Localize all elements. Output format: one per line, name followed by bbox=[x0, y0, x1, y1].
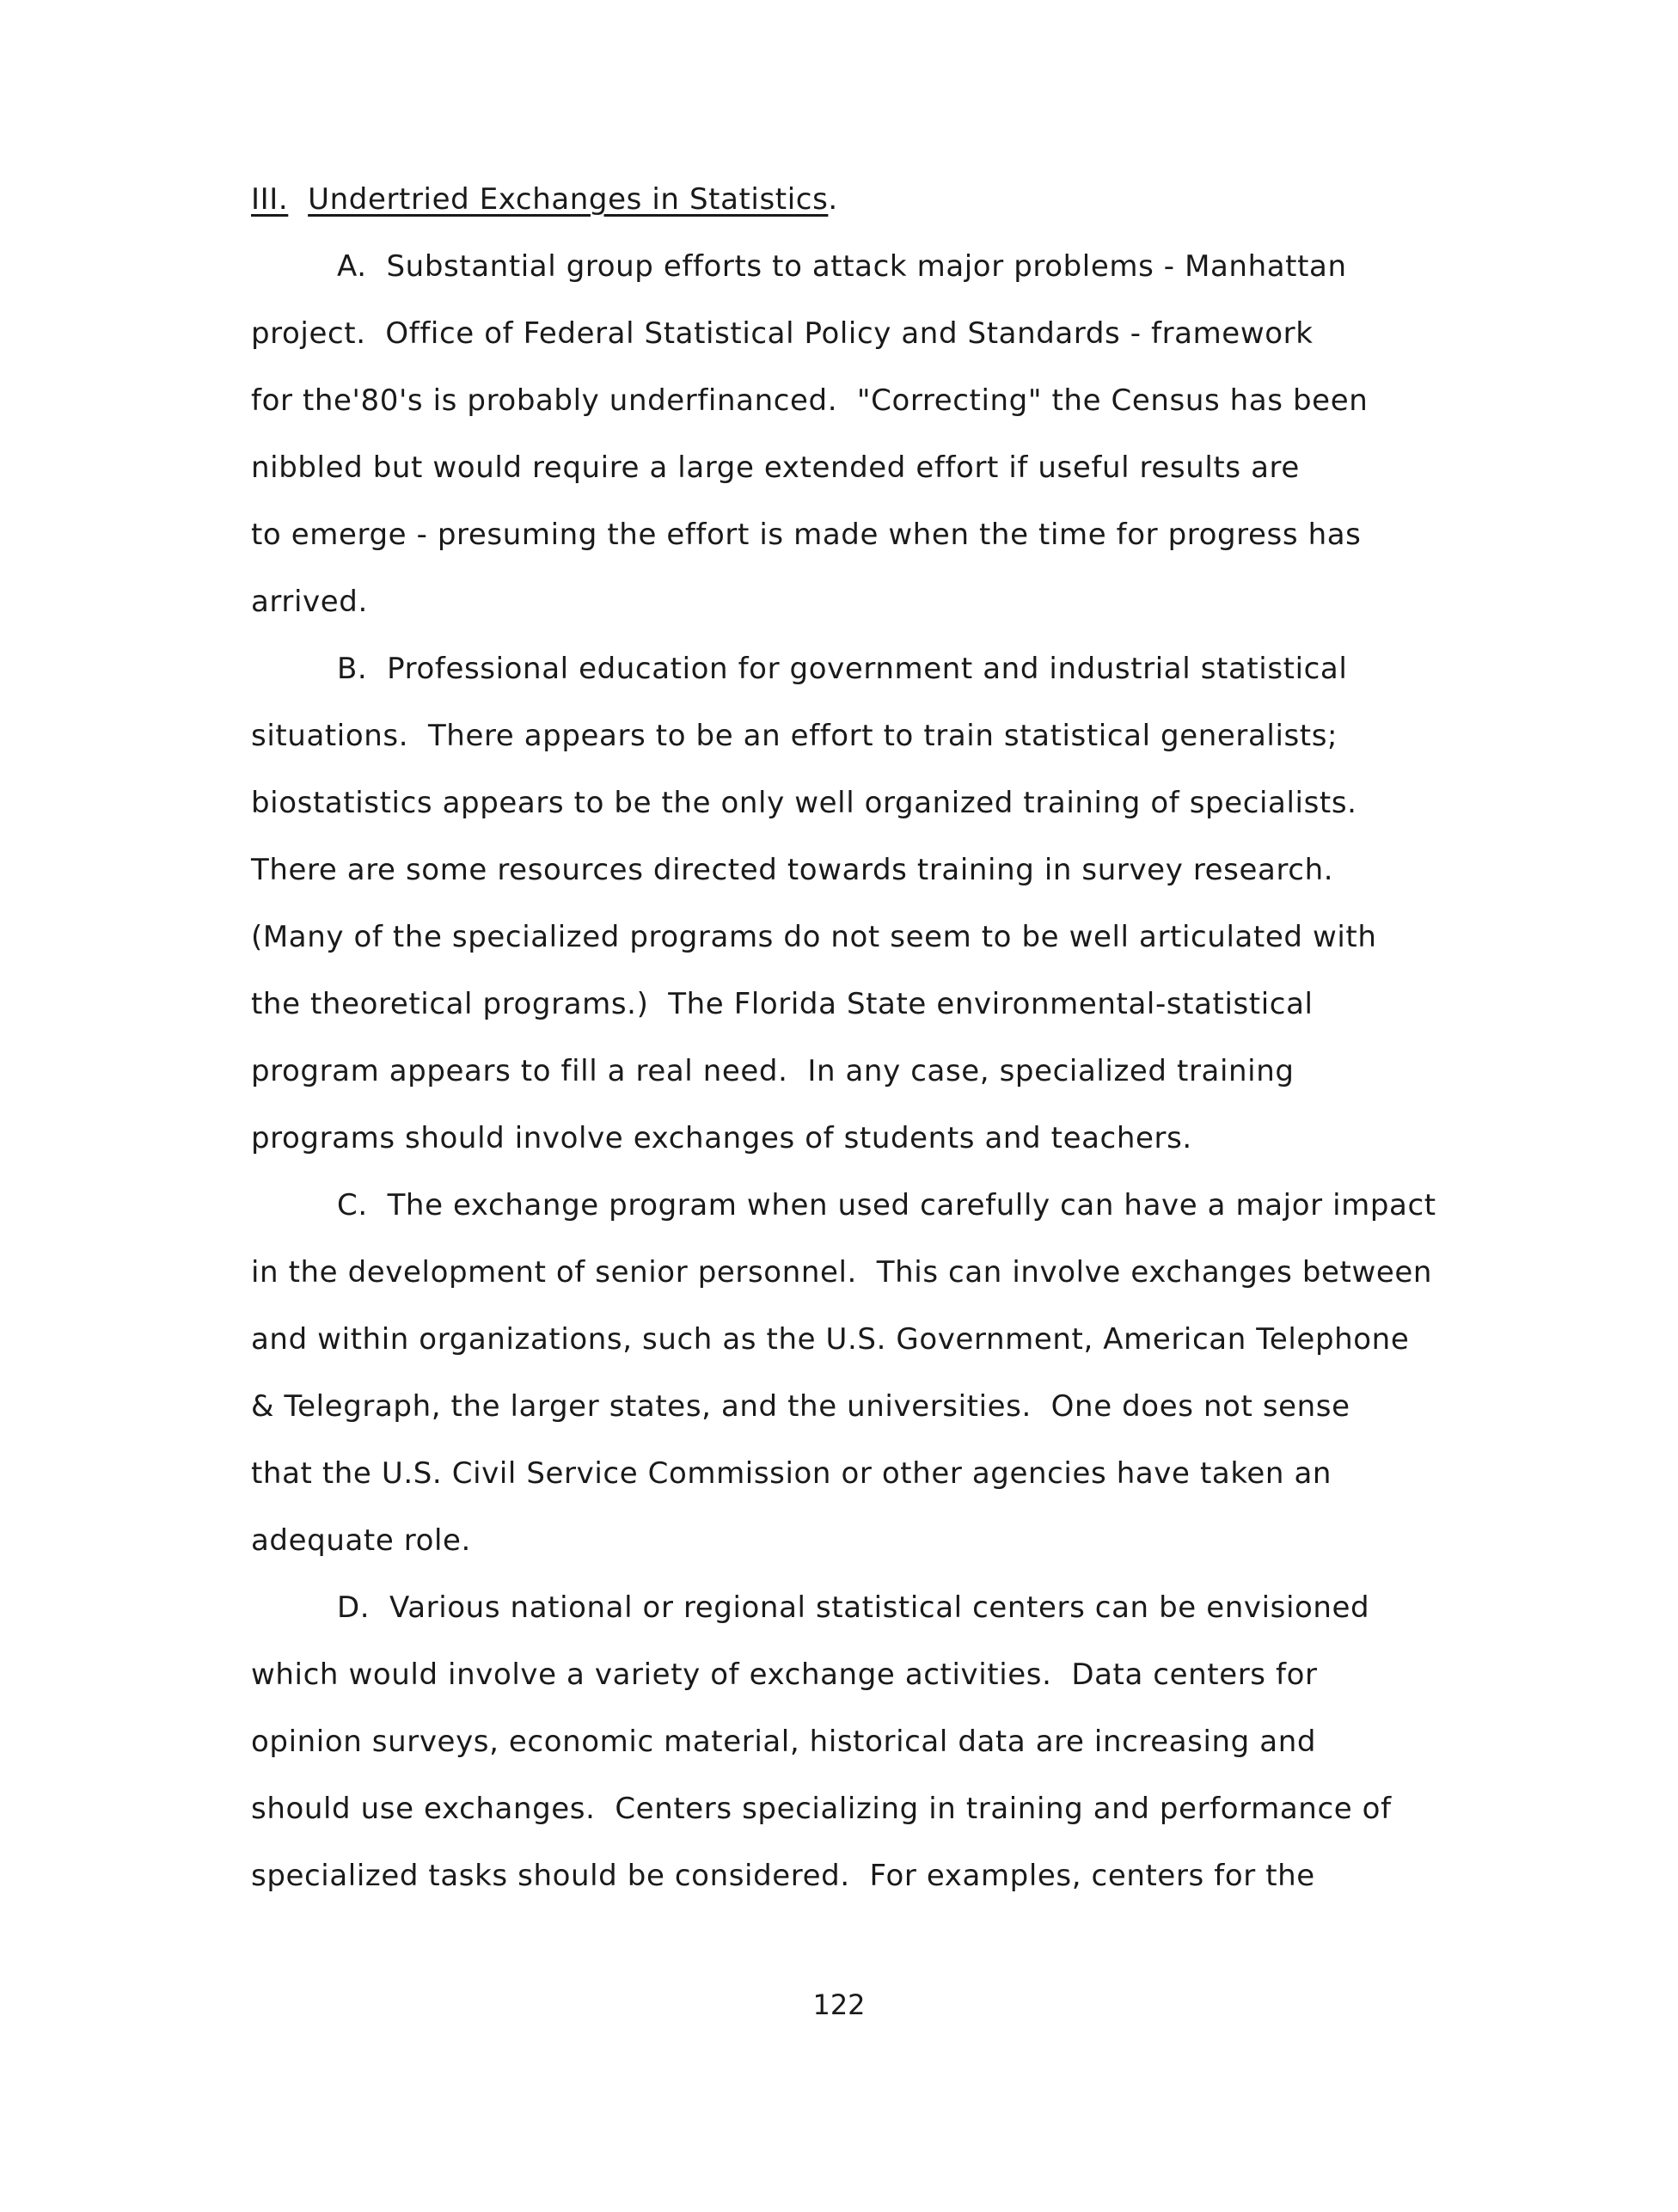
paragraph-line: (Many of the specialized programs do not seem to be well articulated with bbox=[251, 920, 1377, 954]
paragraph-line: nibbled but would require a large extended effort if useful results are bbox=[251, 450, 1300, 485]
paragraph-line: opinion surveys, economic material, historical data are increasing and bbox=[251, 1725, 1317, 1759]
paragraph-line: D. Various national or regional statistical centers can be envisioned bbox=[337, 1590, 1370, 1625]
section-number: III. bbox=[251, 182, 289, 217]
paragraph-line: project. Office of Federal Statistical Policy and Standards - framework bbox=[251, 316, 1314, 351]
paragraph-line: C. The exchange program when used carefully can have a major impact bbox=[337, 1188, 1436, 1222]
paragraph-line: & Telegraph, the larger states, and the universities. One does not sense bbox=[251, 1389, 1350, 1424]
paragraph-line: should use exchanges. Centers specializing in training and performance of bbox=[251, 1792, 1392, 1826]
paragraph-line: There are some resources directed towards training in survey research. bbox=[251, 853, 1334, 887]
paragraph-line: that the U.S. Civil Service Commission or other agencies have taken an bbox=[251, 1456, 1332, 1491]
paragraph-line: adequate role. bbox=[251, 1523, 471, 1558]
section-heading bbox=[251, 182, 838, 217]
paragraph-line: the theoretical programs.) The Florida State environmental-statistical bbox=[251, 987, 1314, 1021]
paragraph-line: A. Substantial group efforts to attack major problems - Manhattan bbox=[337, 249, 1347, 284]
paragraph-line: arrived. bbox=[251, 585, 368, 619]
paragraph-line: in the development of senior personnel. This can involve exchanges between bbox=[251, 1255, 1433, 1290]
paragraph-line: to emerge - presuming the effort is made when the time for progress has bbox=[251, 518, 1362, 552]
section-title: Undertried Exchanges in Statistics bbox=[308, 182, 829, 217]
paragraph-line: programs should involve exchanges of students and teachers. bbox=[251, 1121, 1192, 1155]
paragraph-line: which would involve a variety of exchange activities. Data centers for bbox=[251, 1657, 1318, 1692]
paragraph-line: specialized tasks should be considered. For examples, centers for the bbox=[251, 1859, 1315, 1893]
paragraph-line: program appears to fill a real need. In any case, specialized training bbox=[251, 1054, 1295, 1088]
paragraph-line: B. Professional education for government and industrial statistical bbox=[337, 652, 1348, 686]
paragraph-line: situations. There appears to be an effort to train statistical generalists; bbox=[251, 719, 1338, 753]
paragraph-line: and within organizations, such as the U.S. Government, American Telephone bbox=[251, 1322, 1410, 1357]
page-number: 122 bbox=[812, 1988, 866, 2021]
paragraph-line: for the'80's is probably underfinanced. "Correcting" the Census has been bbox=[251, 383, 1369, 418]
paragraph-line: biostatistics appears to be the only well organized training of specialists. bbox=[251, 786, 1357, 820]
section-title-period: . bbox=[828, 182, 838, 217]
